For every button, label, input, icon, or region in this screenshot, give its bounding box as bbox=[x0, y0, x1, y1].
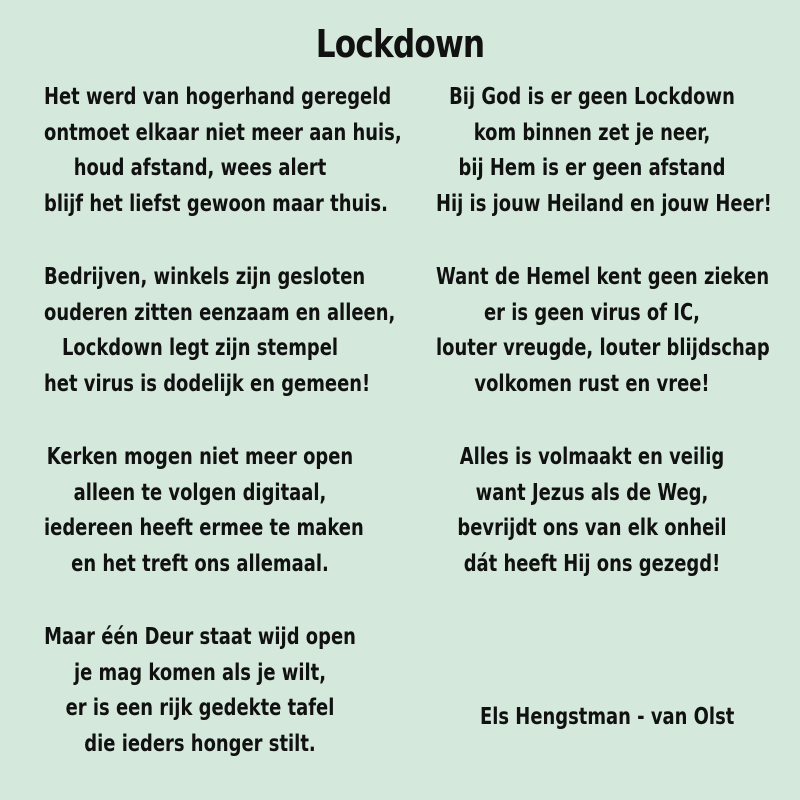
poem-line: kom binnen zet je neer, bbox=[473, 119, 711, 146]
stanza bbox=[0, 260, 400, 402]
poem-line: Alles is volmaakt en veilig bbox=[459, 444, 725, 470]
poem-line: iedereen heeft ermee te maken bbox=[44, 515, 364, 541]
stanza bbox=[0, 620, 400, 762]
right-column bbox=[392, 80, 792, 620]
poem-line: bij Hem is er geen afstand bbox=[458, 155, 726, 181]
poem-line: blijf het liefst gewoon maar thuis. bbox=[44, 190, 388, 217]
poem-line: Maar één Deur staat wijd open bbox=[44, 624, 356, 650]
stanza bbox=[392, 440, 792, 582]
poem-line: het virus is dodelijk en gemeen! bbox=[44, 370, 371, 397]
poem-line: er is geen virus of IC, bbox=[484, 299, 700, 326]
poem-line: en het treft ons allemaal. bbox=[71, 550, 329, 577]
poem-line: Want de Hemel kent geen zieken bbox=[436, 264, 770, 290]
stanza bbox=[0, 440, 400, 582]
poem-line: dát heeft Hij ons gezegd! bbox=[463, 550, 721, 577]
poem-line: ontmoet elkaar niet meer aan huis, bbox=[44, 119, 402, 146]
stanza bbox=[0, 80, 400, 222]
poem-line: houd afstand, wees alert bbox=[73, 155, 327, 181]
poem-line: Kerken mogen niet meer open bbox=[46, 444, 354, 470]
poem-line: Bedrijven, winkels zijn gesloten bbox=[44, 264, 366, 290]
poem-line: Hij is jouw Heiland en jouw Heer! bbox=[436, 190, 772, 217]
poem-line: want Jezus als de Weg, bbox=[475, 479, 709, 506]
poem-line: volkomen rust en vree! bbox=[474, 370, 710, 397]
poem-line: alleen te volgen digitaal, bbox=[73, 479, 327, 506]
poem-line: Lockdown legt zijn stempel bbox=[61, 335, 339, 361]
left-column bbox=[0, 80, 400, 800]
stanza bbox=[392, 260, 792, 402]
poem-line: louter vreugde, louter blijdschap bbox=[436, 335, 770, 361]
stanza bbox=[392, 80, 792, 222]
poem-author: Els Hengstman - van Olst bbox=[479, 704, 735, 730]
poem-line: bevrijdt ons van elk onheil bbox=[457, 515, 727, 541]
poem-line: er is een rijk gedekte tafel bbox=[65, 695, 335, 721]
poem-line: Bij God is er geen Lockdown bbox=[449, 84, 735, 110]
poem-line: Het werd van hogerhand geregeld bbox=[44, 84, 392, 110]
poem-line: je mag komen als je wilt, bbox=[73, 659, 327, 686]
poem-title: Lockdown bbox=[315, 22, 485, 66]
poem-line: die ieders honger stilt. bbox=[84, 730, 316, 757]
poem-line: ouderen zitten eenzaam en alleen, bbox=[44, 299, 396, 326]
